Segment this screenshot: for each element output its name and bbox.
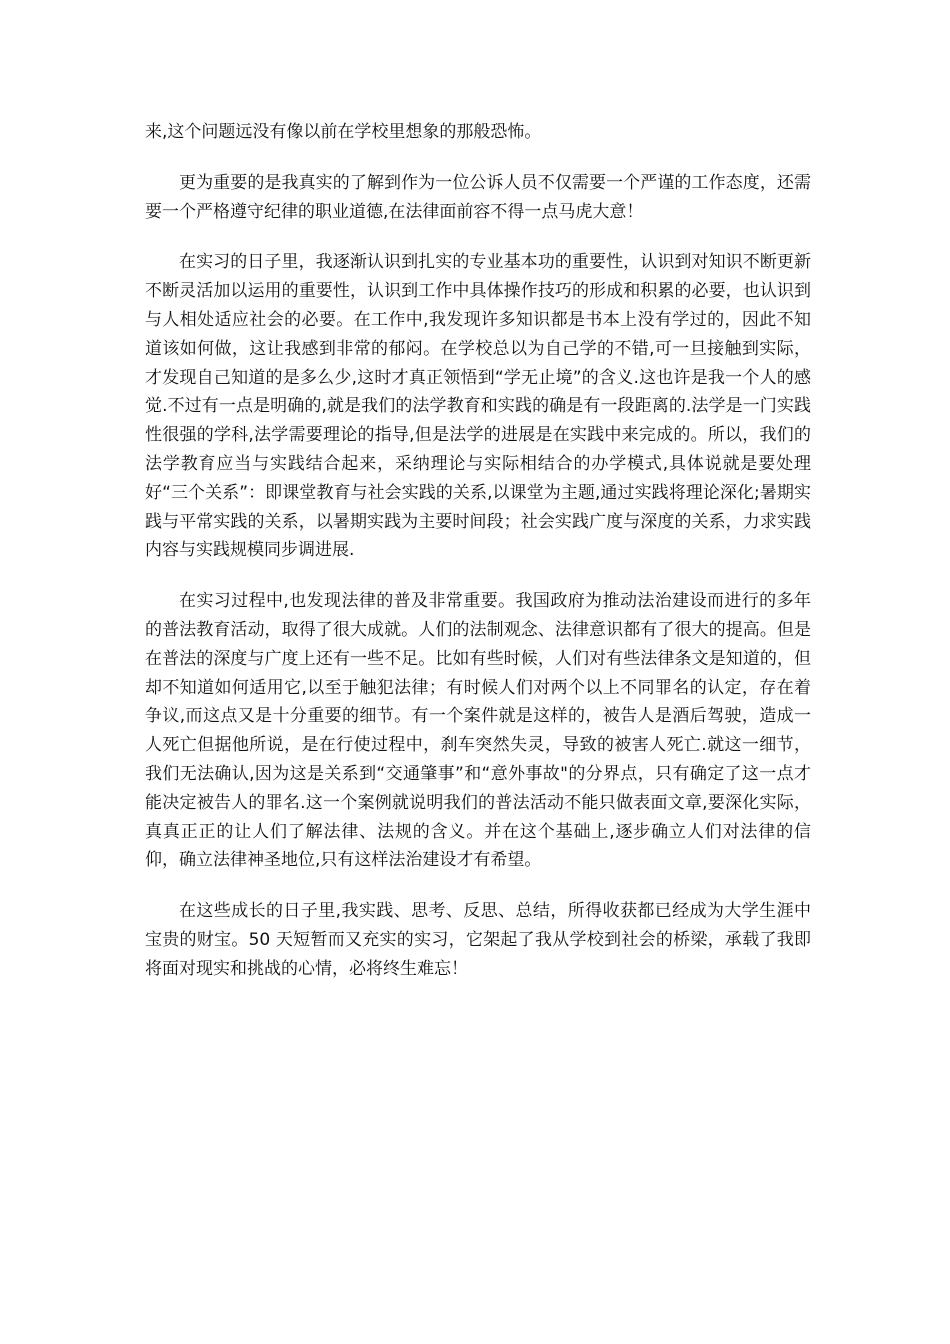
paragraph-3: 在实习的日子里，我逐渐认识到扎实的专业基本功的重要性，认识到对知识不断更新不断灵活加以运用的重要性，认识到工作中具体操作技巧的形成和积累的必要，也认识到与人相处适应社会的必要。在工作中,我发现许多知识都是书本上没有学过的，因此不知道该如何做，这让我感到非常的郁闷。在学校总以为自己学的不错,可一旦接触到实际，才发现自己知道的是多么少,这时才真正领悟到“学无止境”的含义.这也许是我一个人的感觉.不过有一点是明确的,就是我们的法学教育和实践的确是有一段距离的.法学是一门实践性很强的学科,法学需要理论的指导,但是法学的进展是在实践中来完成的。所以，我们的法学教育应当与实践结合起来，采纳理论与实际相结合的办学模式,具体说就是要处理好“三个关系”：即课堂教育与社会实践的关系,以课堂为主题,通过实践将理论深化;暑期实践与平常实践的关系，以暑期实践为主要时间段；社会实践广度与深度的关系，力求实践内容与实践规模同步调进展. [145, 252, 811, 561]
paragraph-5: 在这些成长的日子里,我实践、思考、反思、总结，所得收获都已经成为大学生涯中宝贵的财宝。50 天短暂而又充实的实习，它架起了我从学校到社会的桥梁，承载了我即将面对现实和挑战的心情，必将终生难忘！ [145, 901, 811, 979]
paragraph-1: 来,这个问题远没有像以前在学校里想象的那般恐怖。 [145, 122, 542, 142]
paragraph-4: 在实习过程中,也发现法律的普及非常重要。我国政府为推动法治建设而进行的多年的普法教育活动，取得了很大成就。人们的法制观念、法律意识都有了很大的提高。但是在普法的深度与广度上还有一些不足。比如有些时候，人们对有些法律条文是知道的，但却不知道如何适用它,以至于触犯法律；有时候人们对两个以上不同罪名的认定，存在着争议,而这点又是十分重要的细节。有一个案件就是这样的，被告人是酒后驾驶，造成一人死亡但据他所说，是在行使过程中，刹车突然失灵，导致的被害人死亡.就这一细节，我们无法确认,因为这是关系到“交通肇事”和“意外事故"的分界点，只有确定了这一点才能决定被告人的罪名.这一个案例就说明我们的普法活动不能只做表面文章,要深化实际，真真正正的让人们了解法律、法规的含义。并在这个基础上,逐步确立人们对法律的信仰，确立法律神圣地位,只有这样法治建设才有希望。 [145, 591, 811, 871]
document-page [145, 118, 811, 1006]
paragraph-2: 更为重要的是我真实的了解到作为一位公诉人员不仅需要一个严谨的工作态度，还需要一个严格遵守纪律的职业道德,在法律面前容不得一点马虎大意！ [145, 172, 811, 222]
